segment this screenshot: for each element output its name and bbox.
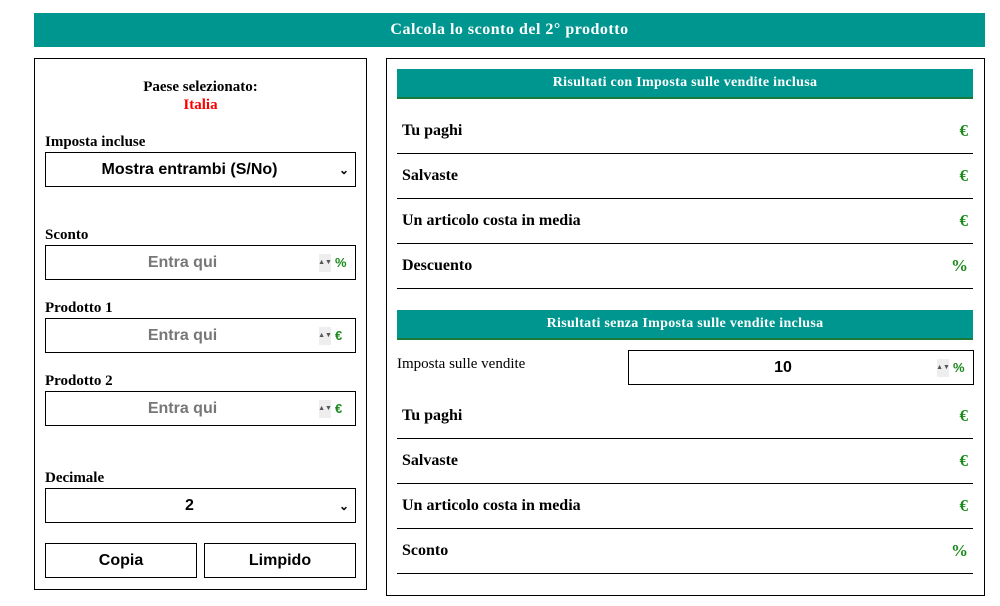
product2-placeholder: Entra qui — [147, 399, 218, 417]
row-label: Un articolo costa in media — [402, 212, 581, 229]
result-row — [397, 394, 973, 439]
row-label: Tu paghi — [402, 407, 463, 424]
result-row — [397, 154, 973, 199]
euro-unit: € — [335, 401, 343, 416]
page-title: Calcola lo sconto del 2° prodotto — [34, 13, 985, 47]
row-unit: % — [951, 541, 968, 560]
result-row — [397, 199, 973, 244]
discount-input[interactable] — [45, 245, 356, 280]
row-unit: € — [959, 211, 968, 230]
result-row — [397, 109, 973, 154]
results-with-tax-heading: Risultati con Imposta sulle vendite inclusa — [397, 69, 973, 99]
decimal-select-value: 2 — [185, 496, 194, 514]
result-row — [397, 244, 973, 289]
result-row — [397, 439, 973, 484]
decimal-label: Decimale — [45, 470, 105, 486]
result-row — [397, 484, 973, 529]
row-unit: € — [959, 451, 968, 470]
row-label: Descuento — [402, 257, 473, 274]
percent-unit: % — [335, 255, 347, 270]
spinner-icon[interactable]: ▲▼ — [937, 359, 949, 377]
country-label: Paese selezionato: — [143, 79, 258, 95]
product2-label: Prodotto 2 — [45, 373, 113, 389]
chevron-down-icon: ⌄ — [338, 162, 350, 177]
results-without-tax-heading: Risultati senza Imposta sulle vendite inclusa — [397, 310, 973, 340]
row-unit: € — [959, 496, 968, 515]
decimal-select[interactable] — [45, 488, 356, 523]
clear-button[interactable]: Limpido — [204, 543, 356, 578]
sales-tax-value: 10 — [774, 358, 792, 376]
sales-tax-label: Imposta sulle vendite — [397, 356, 526, 372]
tax-included-select[interactable] — [45, 152, 356, 187]
spinner-icon[interactable]: ▲▼ — [319, 327, 331, 345]
discount-placeholder: Entra qui — [147, 253, 218, 271]
discount-label: Sconto — [45, 227, 89, 243]
tax-included-label: Imposta incluse — [45, 134, 146, 150]
row-label: Salvaste — [402, 452, 458, 469]
spinner-icon[interactable]: ▲▼ — [319, 400, 331, 418]
row-unit: € — [959, 406, 968, 425]
percent-unit: % — [953, 360, 965, 375]
row-label: Sconto — [402, 542, 449, 559]
row-label: Salvaste — [402, 167, 458, 184]
country-value: Italia — [183, 97, 218, 113]
product2-input[interactable] — [45, 391, 356, 426]
product1-label: Prodotto 1 — [45, 300, 113, 316]
sales-tax-input[interactable] — [628, 350, 974, 385]
product1-input[interactable] — [45, 318, 356, 353]
row-label: Tu paghi — [402, 122, 463, 139]
chevron-down-icon: ⌄ — [338, 498, 350, 513]
row-label: Un articolo costa in media — [402, 497, 581, 514]
euro-unit: € — [335, 328, 343, 343]
spinner-icon[interactable]: ▲▼ — [319, 254, 331, 272]
product1-placeholder: Entra qui — [147, 326, 218, 344]
tax-select-value: Mostra entrambi (S/No) — [101, 160, 278, 178]
copy-button[interactable]: Copia — [45, 543, 197, 578]
row-unit: € — [959, 121, 968, 140]
row-unit: % — [951, 256, 968, 275]
row-unit: € — [959, 166, 968, 185]
result-row — [397, 529, 973, 574]
